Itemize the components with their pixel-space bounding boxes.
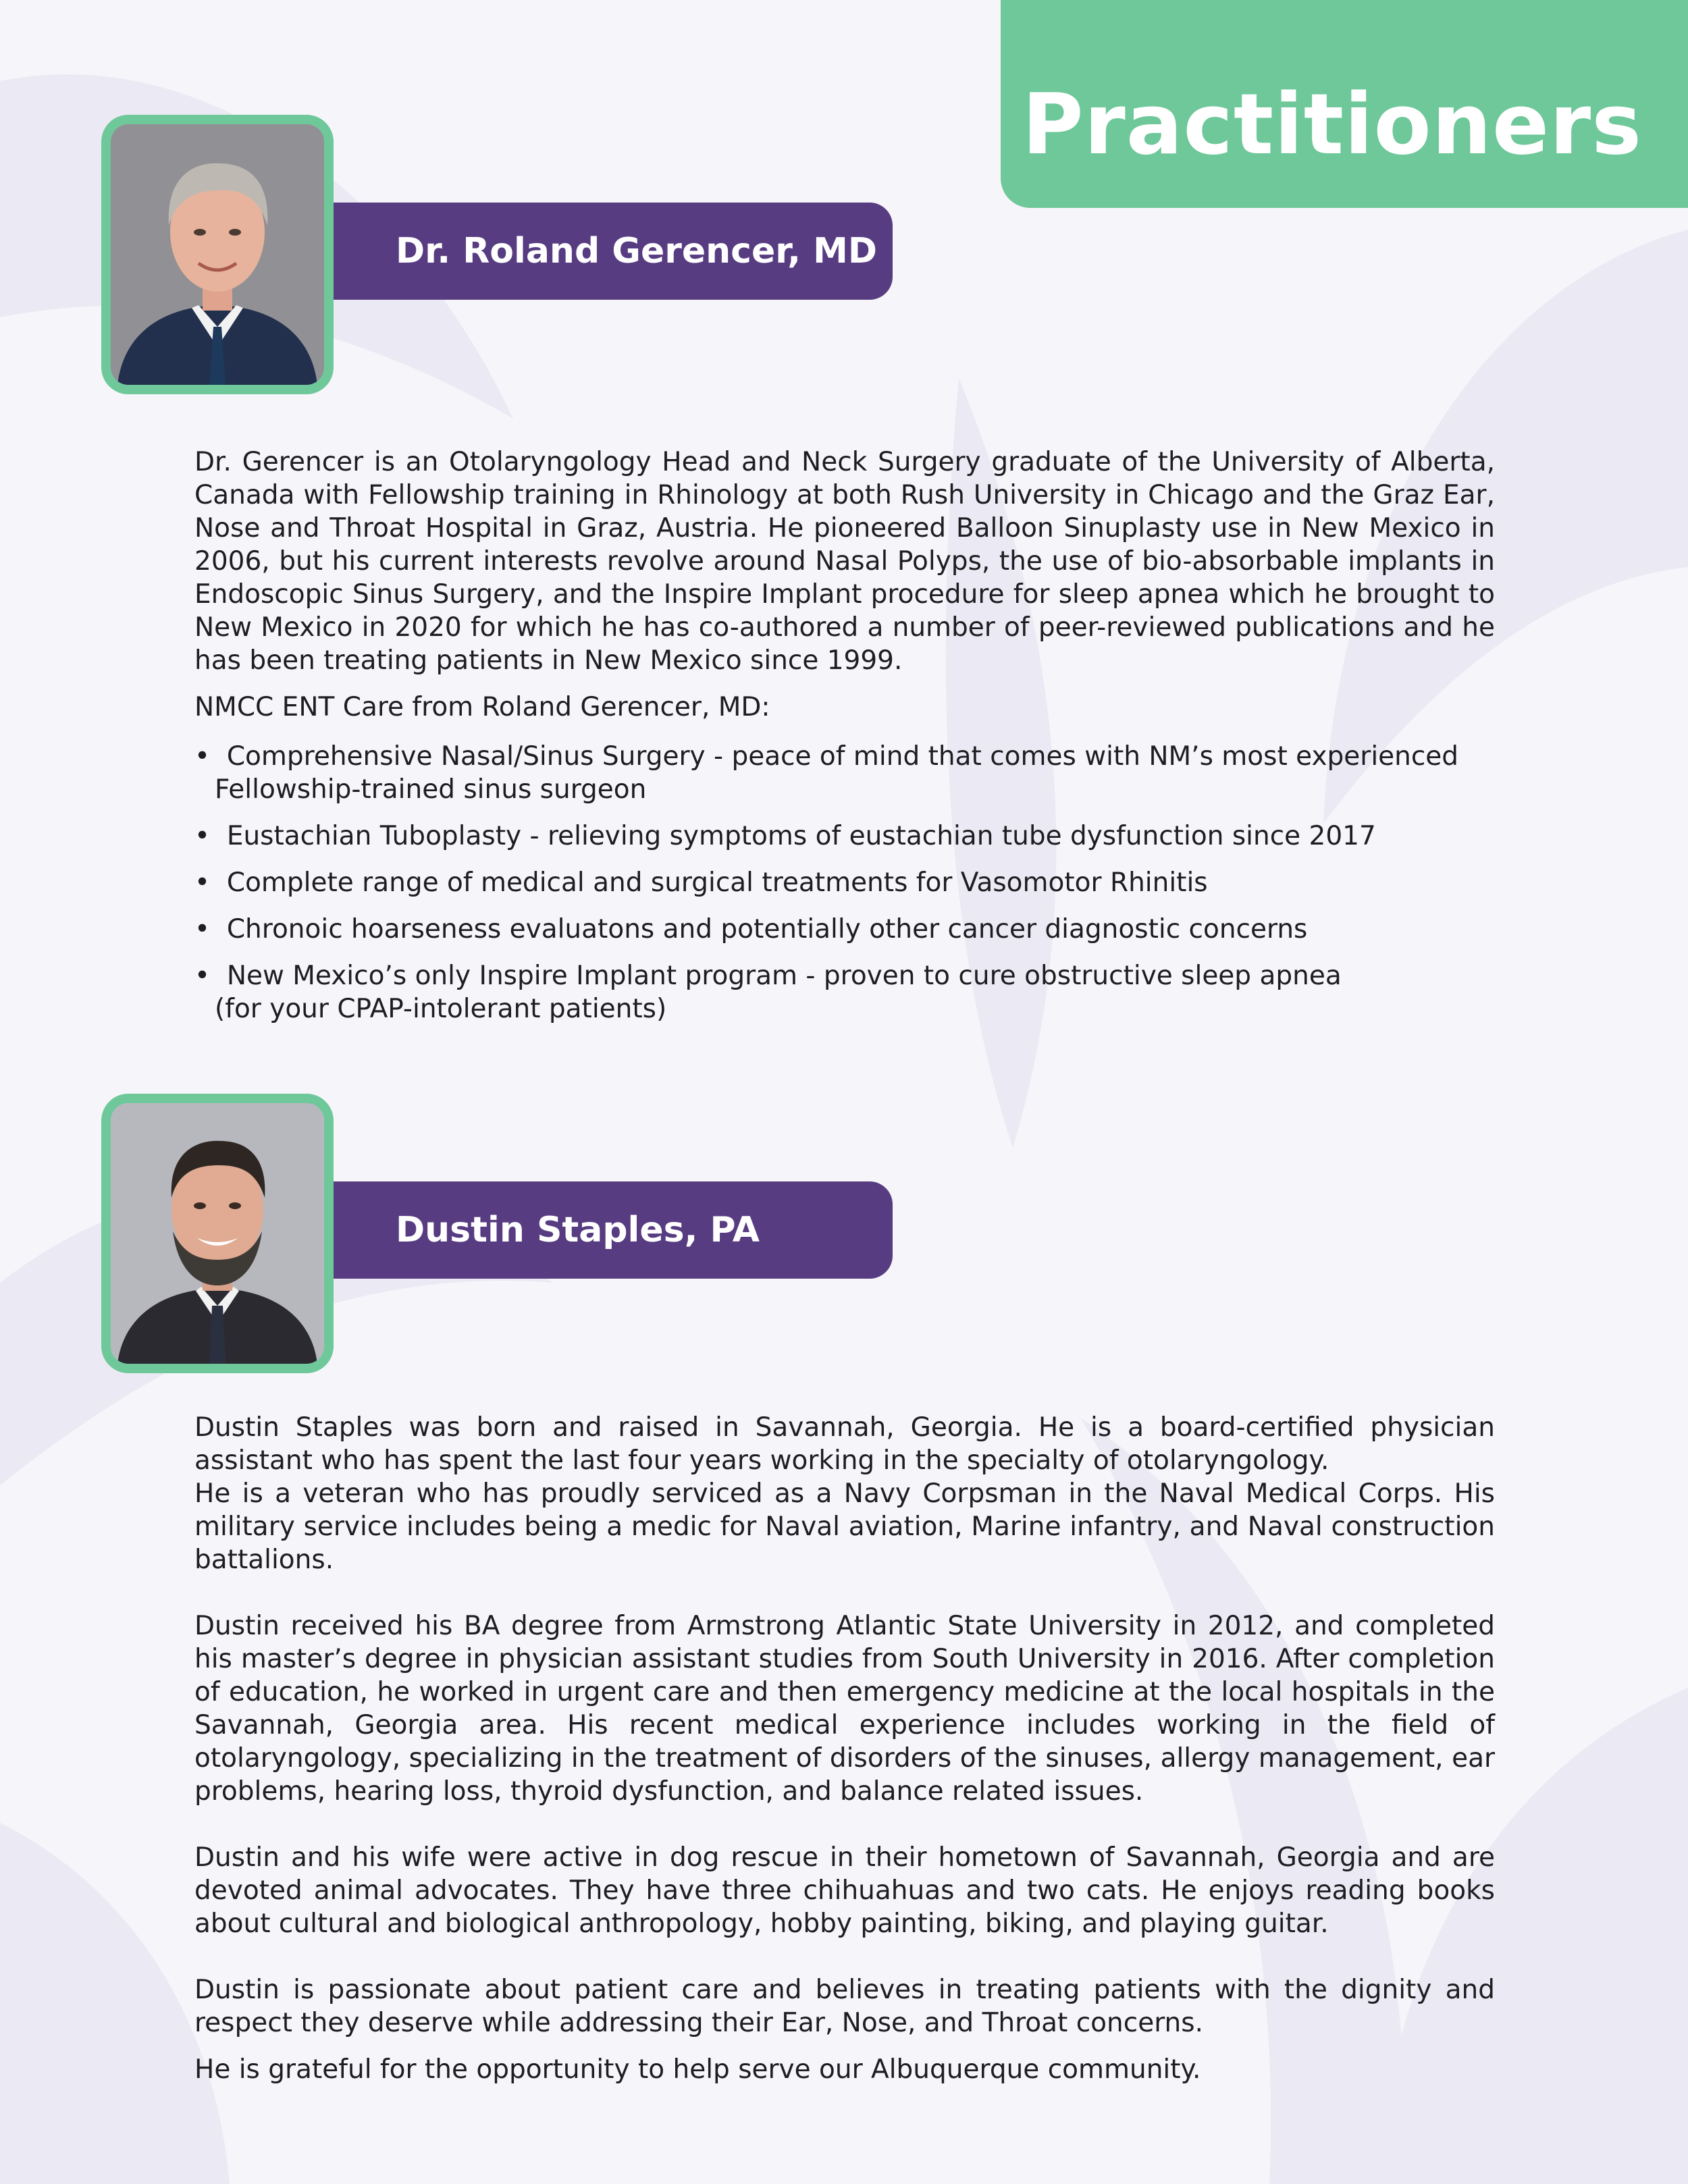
care-list bbox=[194, 740, 1477, 1026]
practitioner-photo-gerencer bbox=[101, 115, 334, 394]
practitioner-photo-staples bbox=[101, 1094, 334, 1373]
practitioner-name: Dustin Staples, PA bbox=[396, 1210, 760, 1250]
care-heading: NMCC ENT Care from Roland Gerencer, MD: bbox=[194, 692, 770, 722]
practitioner-name-bar-staples bbox=[324, 1181, 893, 1279]
practitioner-bio-gerencer bbox=[194, 446, 1495, 1039]
bio-paragraph: He is a veteran who has proudly serviced as a Navy Corpsman in the Naval Medical Corps. His military service includes being a medic for Naval aviation, Marine infantry, and Naval construction battalions. bbox=[194, 1479, 1495, 1575]
bio-paragraph: He is grateful for the opportunity to help serve our Albuquerque community. bbox=[194, 2054, 1201, 2085]
practitioner-name-bar-gerencer bbox=[324, 203, 893, 300]
bio-paragraph: Dustin Staples was born and raised in Savannah, Georgia. He is a board-certified physician assistant who has spent the last four years working in the specialty of otolaryngology. bbox=[194, 1412, 1495, 1476]
care-list-item: • Comprehensive Nasal/Sinus Surgery - peace of mind that comes with NM’s most experienced Fellowship-trained sinus surgeon bbox=[194, 740, 1477, 806]
practitioner-bio-staples bbox=[194, 1411, 1495, 2086]
header-tab bbox=[1001, 0, 1688, 208]
portrait-icon bbox=[111, 124, 324, 385]
bio-paragraph: Dr. Gerencer is an Otolaryngology Head and Neck Surgery graduate of the University of Alberta, Canada with Fellowship training in Rhinology at both Rush University in Chicago and the Graz Ear, Nose and Throat Hospital in Graz, Austria. He pioneered Balloon Sinuplasty use in New Mexico in 2006, but his current interests revolve around Nasal Polyps, the use of bio-absorbable implants in Endoscopic Sinus Surgery, and the Inspire Implant procedure for sleep apnea which he brought to New Mexico in 2020 for which he has co-authored a number of peer-reviewed publications and he has been treating patients in New Mexico since 1999. bbox=[194, 447, 1495, 676]
bio-paragraph: Dustin and his wife were active in dog rescue in their hometown of Savannah, Georgia and are devoted animal advocates. They have three chihuahuas and two cats. He enjoys reading books about cultural and biological anthropology, hobby painting, biking, and playing guitar. bbox=[194, 1842, 1495, 1939]
page-title: Practitioners bbox=[1022, 76, 1642, 174]
care-list-item: • Complete range of medical and surgical treatments for Vasomotor Rhinitis bbox=[194, 866, 1477, 899]
care-list-item: • New Mexico’s only Inspire Implant program - proven to cure obstructive sleep apnea (for your CPAP-intolerant patients) bbox=[194, 959, 1363, 1026]
practitioner-name: Dr. Roland Gerencer, MD bbox=[396, 231, 878, 271]
care-list-item: • Chronoic hoarseness evaluatons and potentially other cancer diagnostic concerns bbox=[194, 913, 1477, 946]
bio-paragraph: Dustin is passionate about patient care and believes in treating patients with the dignity and respect they deserve while addressing their Ear, Nose, and Throat concerns. bbox=[194, 1975, 1495, 2038]
portrait-icon bbox=[111, 1103, 324, 1364]
care-list-item: • Eustachian Tuboplasty - relieving symptoms of eustachian tube dysfunction since 2017 bbox=[194, 820, 1477, 853]
bio-paragraph: Dustin received his BA degree from Armstrong Atlantic State University in 2012, and completed his master’s degree in physician assistant studies from South University in 2016. After completion of education, he worked in urgent care and then emergency medicine at the local hospitals in the Savannah, Georgia area. His recent medical experience includes working in the field of otolaryngology, specializing in the treatment of disorders of the sinuses, allergy management, ear problems, hearing loss, thyroid dysfunction, and balance related issues. bbox=[194, 1611, 1495, 1807]
